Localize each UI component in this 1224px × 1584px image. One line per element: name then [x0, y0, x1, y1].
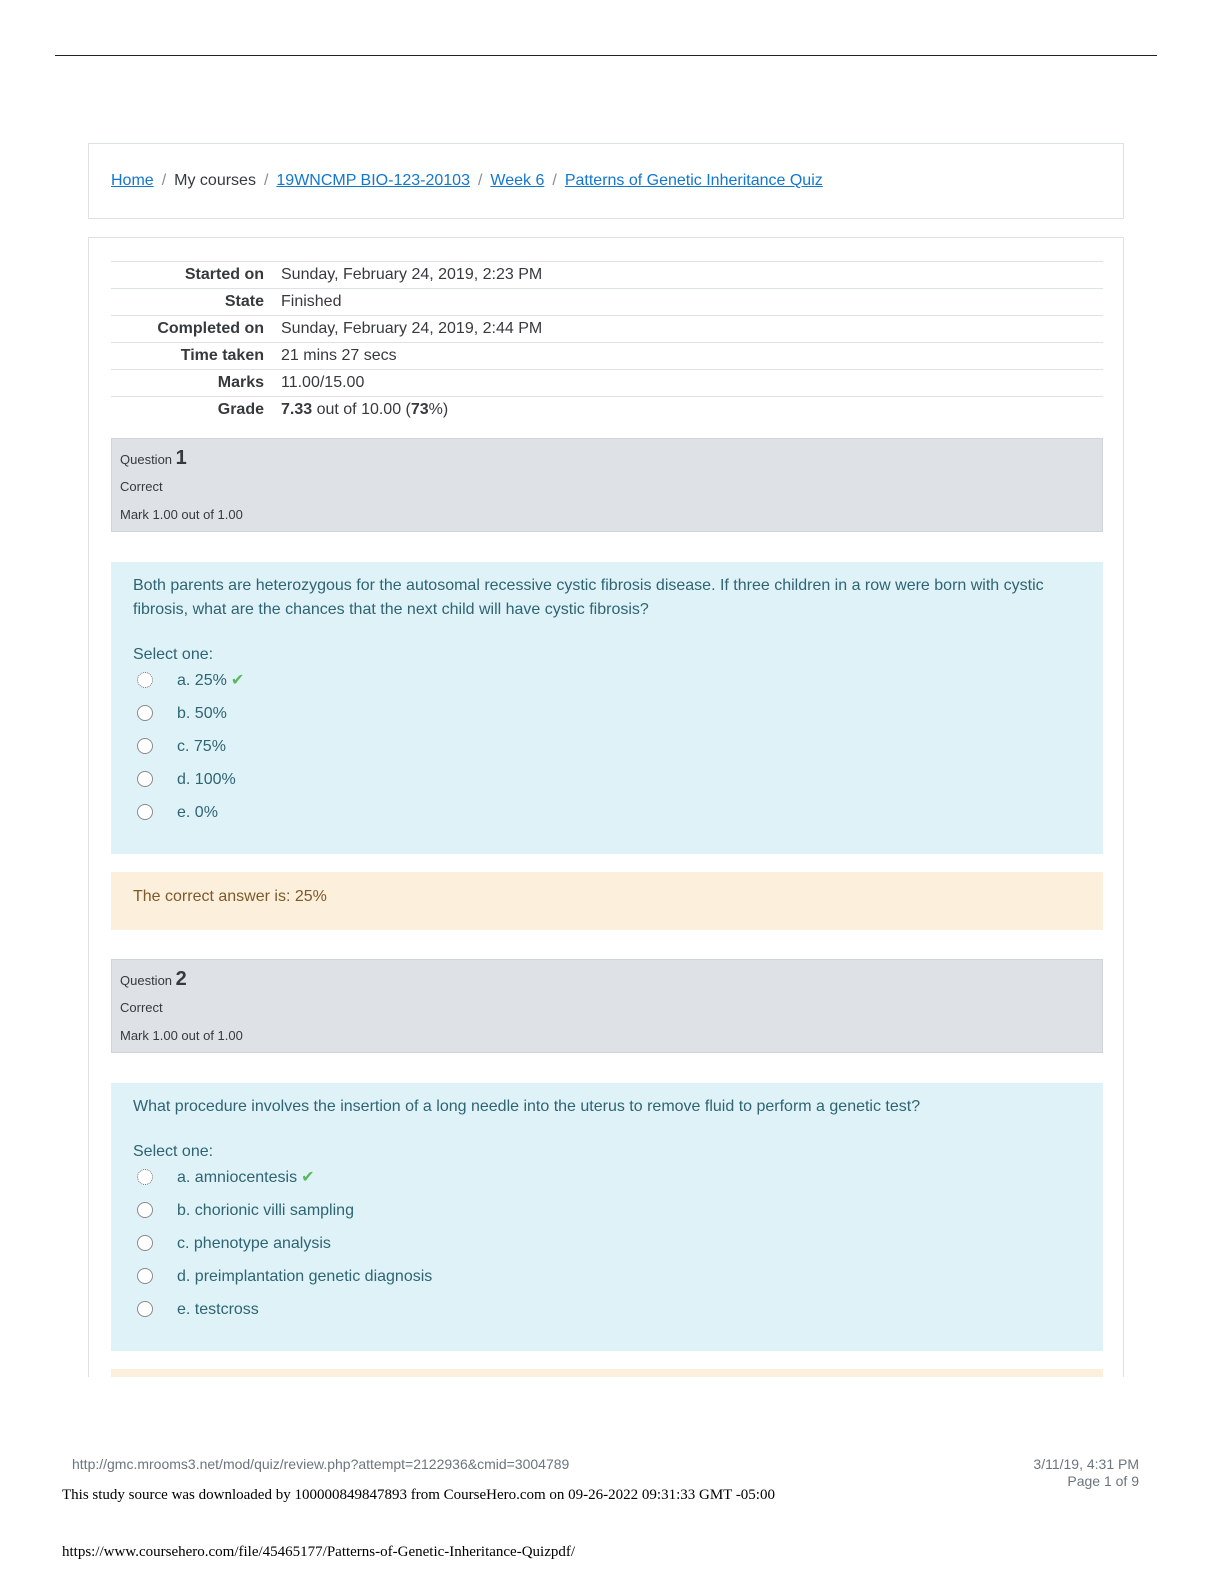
- answer-option[interactable]: [133, 1194, 1081, 1227]
- state-label: State: [224, 293, 264, 310]
- top-rule: [55, 55, 1157, 56]
- answer-option[interactable]: [133, 1293, 1081, 1326]
- answer-option[interactable]: [133, 1161, 1081, 1194]
- source-note: This study source was downloaded by 100000849847893 from CourseHero.com on 09-26-2022 09:31:33 GMT -05:00: [62, 1487, 775, 1503]
- summary-row-grade: [111, 397, 1103, 424]
- breadcrumb-quiz-link[interactable]: Patterns of Genetic Inheritance Quiz: [564, 172, 823, 189]
- answer-options: [133, 1161, 1081, 1326]
- question-label: Question: [120, 973, 173, 988]
- breadcrumb-container: [88, 143, 1124, 219]
- state-value: Finished: [281, 293, 342, 310]
- answer-option[interactable]: [133, 1260, 1081, 1293]
- correct-answer-feedback: [111, 872, 1103, 930]
- question-label: Question: [120, 452, 173, 467]
- breadcrumb-course-link[interactable]: 19WNCMP BIO-123-20103: [276, 172, 470, 189]
- question-mark: Mark 1.00 out of 1.00: [120, 1028, 243, 1043]
- select-prompt: Select one:: [133, 646, 214, 663]
- grade-value: [272, 397, 1103, 424]
- grade-end: %): [428, 401, 449, 418]
- answer-option[interactable]: [133, 796, 1081, 829]
- option-label: b. 50%: [177, 705, 227, 722]
- summary-row-time: [111, 343, 1103, 370]
- grade-mid: out of 10.00 (: [312, 401, 411, 418]
- breadcrumb: [111, 172, 823, 190]
- question-mark: Mark 1.00 out of 1.00: [120, 507, 243, 522]
- option-label: d. preimplantation genetic diagnosis: [177, 1268, 433, 1285]
- summary-row-marks: [111, 370, 1103, 397]
- completed-value: Sunday, February 24, 2019, 2:44 PM: [281, 320, 543, 337]
- breadcrumb-separator: /: [477, 172, 483, 189]
- breadcrumb-home-link[interactable]: Home: [111, 172, 154, 189]
- answer-option[interactable]: [133, 763, 1081, 796]
- footer-datetime: 3/11/19, 4:31 PM: [1033, 1456, 1139, 1472]
- radio-button[interactable]: [137, 771, 153, 787]
- breadcrumb-my-courses: My courses: [174, 172, 256, 189]
- grade-score: 7.33: [281, 401, 313, 418]
- option-label: d. 100%: [177, 771, 236, 788]
- question-formulation: [111, 562, 1103, 854]
- answer-option[interactable]: [133, 730, 1081, 763]
- feedback-partial: [111, 1369, 1103, 1377]
- radio-button[interactable]: [137, 1169, 153, 1185]
- source-url: https://www.coursehero.com/file/45465177/Patterns-of-Genetic-Inheritance-Quizpdf/: [62, 1544, 576, 1560]
- question-number-value: 1: [175, 447, 187, 469]
- option-label: c. 75%: [177, 738, 226, 755]
- option-label: b. chorionic villi sampling: [177, 1202, 354, 1219]
- question-state: Correct: [120, 1000, 163, 1015]
- radio-button[interactable]: [137, 1268, 153, 1284]
- radio-button[interactable]: [137, 672, 153, 688]
- time-label: Time taken: [180, 347, 264, 364]
- option-label: a. amniocentesis: [177, 1169, 298, 1186]
- feedback-text: The correct answer is: 25%: [133, 888, 327, 905]
- checkmark-icon: ✔: [230, 672, 245, 689]
- radio-button[interactable]: [137, 738, 153, 754]
- footer-page-number: Page 1 of 9: [1067, 1473, 1139, 1489]
- question-formulation: [111, 1083, 1103, 1351]
- time-value: 21 mins 27 secs: [281, 347, 397, 364]
- answer-option[interactable]: [133, 664, 1081, 697]
- radio-button[interactable]: [137, 1202, 153, 1218]
- question-info: [111, 438, 1103, 532]
- question-number: [120, 447, 187, 470]
- checkmark-icon: ✔: [301, 1169, 315, 1186]
- answer-option[interactable]: [133, 1227, 1081, 1260]
- option-label: e. 0%: [177, 804, 218, 821]
- attempt-summary-table: [111, 261, 1103, 423]
- summary-row-completed: [111, 316, 1103, 343]
- question-number: [120, 968, 187, 991]
- question-number-value: 2: [175, 968, 187, 990]
- marks-value: 11.00/15.00: [281, 374, 365, 391]
- option-label: e. testcross: [177, 1301, 259, 1318]
- footer-url: http://gmc.mrooms3.net/mod/quiz/review.php?attempt=2122936&cmid=3004789: [72, 1456, 570, 1472]
- radio-button[interactable]: [137, 1301, 153, 1317]
- breadcrumb-separator: /: [263, 172, 269, 189]
- option-label: c. phenotype analysis: [177, 1235, 331, 1252]
- question-info: [111, 959, 1103, 1053]
- grade-label: Grade: [217, 401, 264, 418]
- answer-option[interactable]: [133, 697, 1081, 730]
- question-text: Both parents are heterozygous for the autosomal recessive cystic fibrosis disease. If three children in a row were born with cystic fibrosis, what are the chances that the next child will have cystic fibrosis?: [133, 577, 1044, 618]
- completed-label: Completed on: [157, 320, 264, 337]
- marks-label: Marks: [217, 374, 264, 391]
- radio-button[interactable]: [137, 705, 153, 721]
- summary-row-state: [111, 289, 1103, 316]
- breadcrumb-week-link[interactable]: Week 6: [490, 172, 545, 189]
- started-value: Sunday, February 24, 2019, 2:23 PM: [281, 266, 543, 283]
- summary-row-started: [111, 262, 1103, 289]
- breadcrumb-separator: /: [552, 172, 557, 189]
- option-label: a. 25%: [177, 672, 227, 689]
- answer-options: [133, 664, 1081, 829]
- question-state: Correct: [120, 479, 163, 494]
- radio-button[interactable]: [137, 1235, 153, 1251]
- started-label: Started on: [184, 266, 264, 283]
- question-text: What procedure involves the insertion of a long needle into the uterus to remove fluid to perform a genetic test?: [133, 1098, 921, 1115]
- quiz-review-region: [88, 237, 1124, 1377]
- select-prompt: Select one:: [133, 1143, 214, 1160]
- radio-button[interactable]: [137, 804, 153, 820]
- grade-percent: 73: [410, 401, 429, 418]
- breadcrumb-separator: /: [161, 172, 167, 189]
